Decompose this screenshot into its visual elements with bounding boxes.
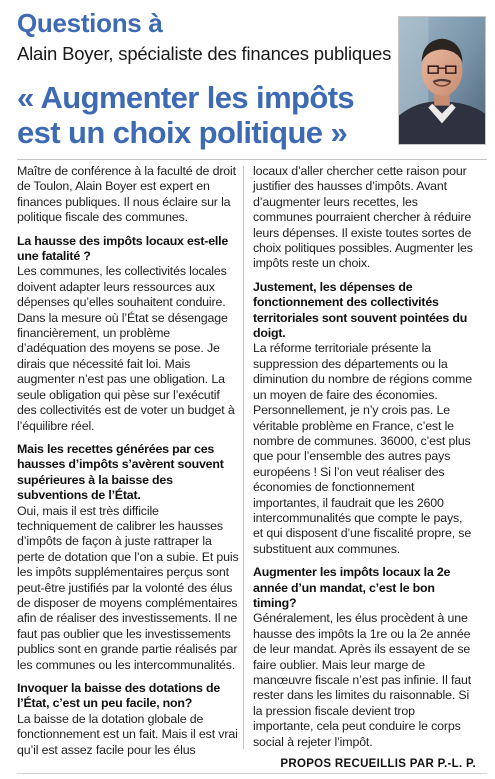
question-4: Justement, les dépenses de fonctionnement des collectivités territoriales sont souvent pointées du doigt. xyxy=(253,279,468,341)
answer-3-continued: locaux d’aller chercher cette raison pour justifier des hausses d’impôts. Avant d’augmenter leurs recettes, les communes pourraient chercher à réduire leurs dépenses. Il existe toutes sortes de choix politiques possibles. Augmenter les impôts reste un choix. xyxy=(253,164,473,271)
bottom-rule xyxy=(17,773,487,774)
question-3: Invoquer la baisse des dotations de l’État, c’est un peu facile, non? xyxy=(17,681,221,711)
article-column-left xyxy=(17,164,239,758)
answer-5: Généralement, les élus procèdent à une hausse des impôts la 1re ou la 2e année de leur mandat. Après ils essayent de se faire oublier. Mais leur marge de manœuvre fiscale n’est pas infinie. Il faut rester dans les limites du raisonnable. Si la pression fiscale devient trop importante, cela peut conduire le corps social à rejeter l’impôt. xyxy=(253,611,472,749)
column-divider xyxy=(243,166,244,749)
article-column-right xyxy=(253,164,475,750)
interviewee-subtitle: Alain Boyer, spécialiste des finances publiques xyxy=(17,43,392,64)
question-2: Mais les recettes générées par ces hausses d’impôts s’avèrent souvent supérieures à la baisse des subventions de l’État. xyxy=(17,441,224,503)
author-signature: PROPOS RECUEILLIS PAR P.-L. P. xyxy=(280,758,476,770)
article-headline: « Augmenter les impôts est un choix politique » xyxy=(17,80,355,150)
answer-4: La réforme territoriale présente la suppression des départements ou la diminution du nombre de régions comme un moyen de faire des économies. Personnellement, je n’y crois pas. Le véritable problème en France, c’est le nombre de communes. 36000, c’est plus que pour l’ensemble des autres pays européens ! Si l’on veut réaliser des économies de fonctionnement importantes, il faudrait que les 2600 intercommunalités que compte le pays, et qui disposent d’une fiscalité propre, se substituent aux communes. xyxy=(253,341,472,556)
answer-2: Oui, mais il est très difficile techniquement de calibrer les hausses d’impôts de façon à juste rattraper la perte de dotation que l’on a subie. Et puis les impôts supplémentaires perçus sont peut-être justifiés par la volonté des élus de disposer de moyens complémentaires afin de réaliser des investissements. Il ne faut pas oublier que les investissements publics sont en grande partie réalisés par les communes ou les intercommunalités. xyxy=(17,503,239,672)
intro-paragraph: Maître de conférence à la faculté de droit de Toulon, Alain Boyer est expert en finances publiques. Il nous éclaire sur la politique fiscale des communes. xyxy=(17,164,236,225)
header-rule xyxy=(17,159,487,160)
portrait-photo xyxy=(398,16,486,145)
answer-3: La baisse de la dotation globale de fonctionnement est un fait. Mais il est vrai qu’il est assez facile pour les élus xyxy=(17,711,238,757)
question-1: La hausse des impôts locaux est-elle une fatalité ? xyxy=(17,233,229,264)
article-header xyxy=(0,0,495,160)
question-5: Augmenter les impôts locaux la 2e année d’un mandat, c’est le bon timing? xyxy=(253,565,451,610)
section-kicker: Questions à xyxy=(17,8,163,38)
answer-1: Les communes, les collectivités locales doivent adapter leurs ressources aux dépenses qu’elles souhaitent conduire. Dans la mesure où l’État se désengage financièrement, un problème d’adéquation des moyens se pose. Je dirais que nécessité fait loi. Mais augmenter n’est pas une obligation. La seule obligation qui pèse sur l’exécutif des collectivités est de voter un budget à l’équilibre réel. xyxy=(17,264,235,433)
portrait-illustration xyxy=(399,17,485,144)
